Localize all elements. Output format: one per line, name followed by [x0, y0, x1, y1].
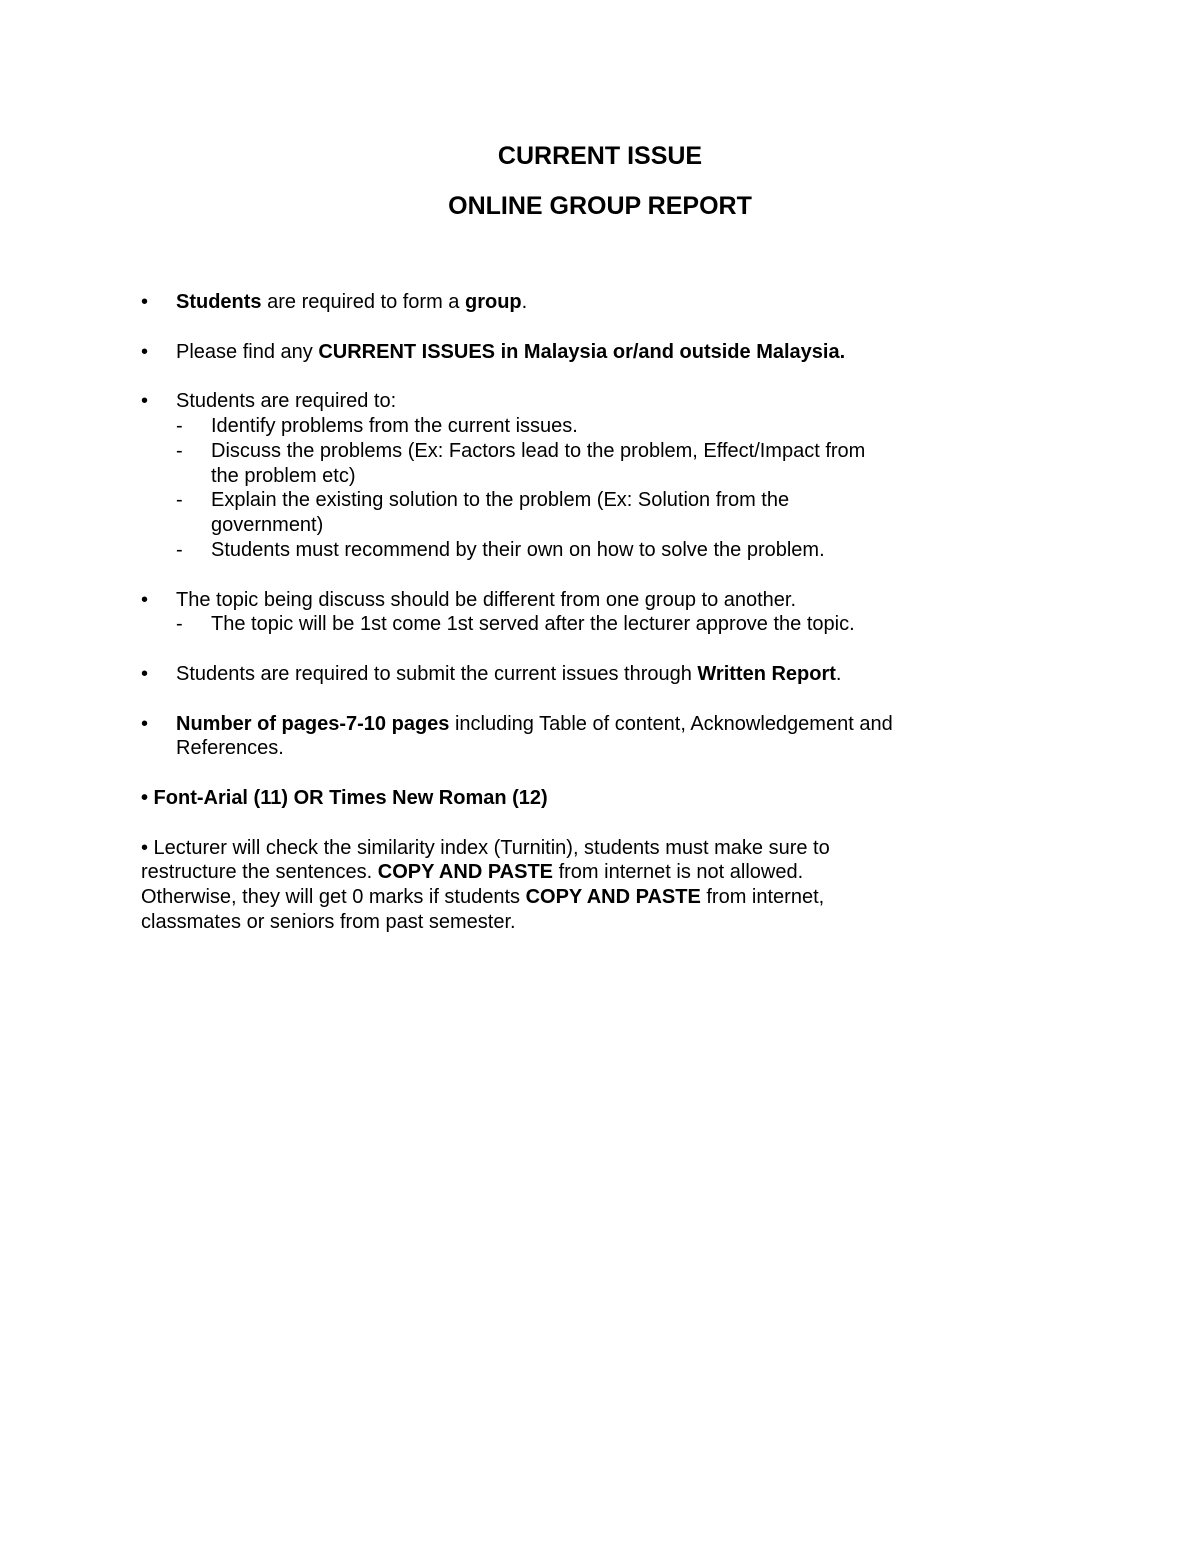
bold-text: • Font-Arial (11) OR Times New Roman (12) [141, 786, 548, 809]
text: from internet, classmates or seniors from past semester. [141, 886, 825, 933]
sub-item-text: Students must recommend by their own on how to solve the problem. [211, 538, 825, 561]
dash-marker: - [176, 613, 183, 636]
requirements-sublist [141, 414, 1041, 563]
bullet-page-count [141, 712, 956, 762]
dash-marker: - [176, 414, 183, 437]
bullet-find-issues [141, 340, 1041, 365]
bold-text: Students [176, 291, 262, 313]
sub-item-identify [141, 414, 1041, 439]
text: including Table of content, Acknowledgement and References. [176, 712, 893, 760]
bold-text: Written Report [697, 662, 836, 685]
dash-marker: - [176, 439, 183, 462]
bold-text: CURRENT ISSUES in Malaysia or/and outside Malaysia. [318, 340, 846, 363]
sub-item-text: Explain the existing solution to the problem (Ex: Solution from the government) [211, 489, 790, 537]
sub-item-discuss [141, 439, 871, 489]
text: . [521, 291, 528, 313]
document-subtitle: ONLINE GROUP REPORT [448, 192, 752, 220]
bullet-intro: The topic being discuss should be different from one group to another. [176, 588, 797, 611]
bullet-requirements [141, 389, 1041, 414]
bullet-marker: • [141, 340, 149, 363]
sub-item-text: Identify problems from the current issues. [211, 414, 578, 437]
bullet-form-group [141, 290, 1041, 315]
sub-item-explain [141, 488, 861, 538]
sub-item-text: Discuss the problems (Ex: Factors lead to the problem, Effect/Impact from the problem etc) [211, 439, 866, 487]
bullet-marker: • [141, 390, 149, 413]
bold-text: Number of pages-7-10 pages [176, 712, 450, 735]
bold-text: COPY AND PASTE [377, 861, 554, 884]
bullet-marker: • [141, 291, 149, 313]
bold-text: group [465, 291, 522, 313]
sub-item-text: The topic will be 1st come 1st served after the lecturer approve the topic. [211, 613, 855, 636]
similarity-notice [141, 836, 841, 935]
bullet-marker: • [141, 662, 149, 685]
font-requirement [141, 786, 1041, 811]
text: . [835, 662, 842, 685]
text: Students are required to submit the current issues through [176, 662, 698, 685]
bullet-intro: Students are required to: [176, 390, 397, 413]
document-body [141, 290, 1041, 960]
text: Please find any [176, 340, 319, 363]
bold-text: COPY AND PASTE [525, 886, 701, 909]
dash-marker: - [176, 489, 183, 512]
text: are required to form a [261, 291, 465, 313]
bullet-written-report [141, 662, 1041, 687]
sub-item-recommend [141, 538, 1041, 563]
bullet-marker: • [141, 588, 149, 611]
dash-marker: - [176, 538, 183, 561]
bullet-topic-different [141, 588, 1041, 613]
text: • Lecturer will check the similarity index (Turnitin), students must make sure to restructure the sentences. [141, 836, 830, 884]
bullet-marker: • [141, 712, 149, 735]
document-title: CURRENT ISSUE [497, 142, 703, 170]
sub-item-first-come [141, 612, 1041, 637]
text: from internet is not allowed. Otherwise, they will get 0 marks if students [141, 861, 804, 909]
